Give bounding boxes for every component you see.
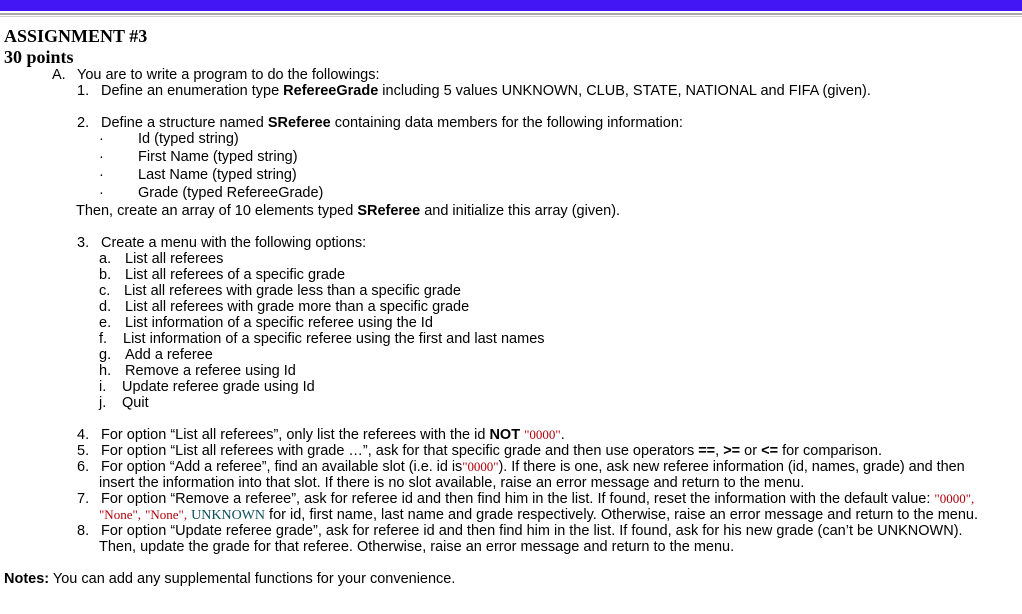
item-2-then-text: Then, create an array of 10 elements typed SReferee and initialize this array (given). [76, 203, 621, 219]
item-3-text: Create a menu with the following options: [101, 235, 367, 251]
notes: Notes: You can add any supplemental functions for your convenience. [4, 571, 456, 587]
menu-option-text: List information of a specific referee using the first and last names [123, 331, 545, 347]
menu-option-text: Add a referee [125, 347, 213, 363]
item-7-text: For option “Remove a referee”, ask for referee id and then find him in the list. If found, reset the information with the default value: "0000", "None", "None", UNKNOWN for id, first name, last name and grade respectively. Otherwise, raise an error message and return to the menu. [99, 491, 979, 523]
field-bullet: · [99, 167, 104, 183]
field-bullet: · [99, 131, 104, 147]
menu-option-letter: j. [99, 395, 107, 411]
top-accent-bar [0, 0, 1022, 11]
menu-option-letter: c. [99, 283, 111, 299]
item-6-text-line2: insert the information into that slot. If there is no slot available, raise an error message and return to the menu. [99, 475, 805, 491]
field-first-name: First Name (typed string) [138, 149, 298, 165]
menu-option-text: List all referees with grade more than a specific grade [125, 299, 470, 315]
menu-option-text: List all referees with grade less than a specific grade [124, 283, 461, 299]
menu-option-letter: g. [99, 347, 112, 363]
header-divider-shadow [0, 16, 1022, 17]
item-5-number: 5. [77, 443, 90, 459]
item-7-number: 7. [77, 491, 90, 507]
header-divider [0, 13, 1022, 15]
field-bullet: · [99, 185, 104, 201]
item-1-number: 1. [77, 83, 90, 99]
section-a-marker: A. [52, 67, 66, 83]
menu-option-letter: b. [99, 267, 112, 283]
field-grade: Grade (typed RefereeGrade) [138, 185, 324, 201]
menu-option-letter: h. [99, 363, 112, 379]
menu-option-text: Remove a referee using Id [125, 363, 296, 379]
menu-option-letter: i. [99, 379, 107, 395]
item-6-text: For option “Add a referee”, find an available slot (i.e. id is"0000"). If there is one, ask new referee information (id, names, grade) and then [101, 459, 965, 475]
menu-option-text: List all referees [125, 251, 224, 267]
menu-option-text: Quit [122, 395, 149, 411]
assignment-title: ASSIGNMENT #3 [4, 26, 148, 46]
item-8-number: 8. [77, 523, 90, 539]
field-id: Id (typed string) [138, 131, 239, 147]
item-4-number: 4. [77, 427, 90, 443]
menu-option-text: Update referee grade using Id [122, 379, 315, 395]
item-2-text: Define a structure named SReferee containing data members for the following information: [101, 115, 683, 131]
item-5-text: For option “List all referees with grade …”, ask for that specific grade and then use operators ==, >= or <= for comparison. [101, 443, 883, 459]
section-a-intro: You are to write a program to do the followings: [77, 67, 380, 83]
menu-option-letter: d. [99, 299, 112, 315]
item-8-text: For option “Update referee grade”, ask for referee id and then find him in the list. If found, ask for his new grade (can’t be UNKNOWN). [101, 523, 963, 539]
item-8-text-line2: Then, update the grade for that referee. Otherwise, raise an error message and return to the menu. [99, 539, 735, 555]
field-last-name: Last Name (typed string) [138, 167, 297, 183]
item-1-text: Define an enumeration type RefereeGrade including 5 values UNKNOWN, CLUB, STATE, NATIONAL and FIFA (given). [101, 83, 871, 99]
field-bullet: · [99, 149, 104, 165]
menu-option-letter: f. [99, 331, 108, 347]
menu-option-text: List information of a specific referee using the Id [125, 315, 433, 331]
menu-option-letter: a. [99, 251, 112, 267]
menu-option-letter: e. [99, 315, 112, 331]
item-2-number: 2. [77, 115, 90, 131]
item-4-text: For option “List all referees”, only list the referees with the id NOT "0000". [101, 427, 565, 443]
item-3-number: 3. [77, 235, 90, 251]
menu-option-text: List all referees of a specific grade [125, 267, 346, 283]
item-6-number: 6. [77, 459, 90, 475]
assignment-points: 30 points [4, 47, 74, 67]
